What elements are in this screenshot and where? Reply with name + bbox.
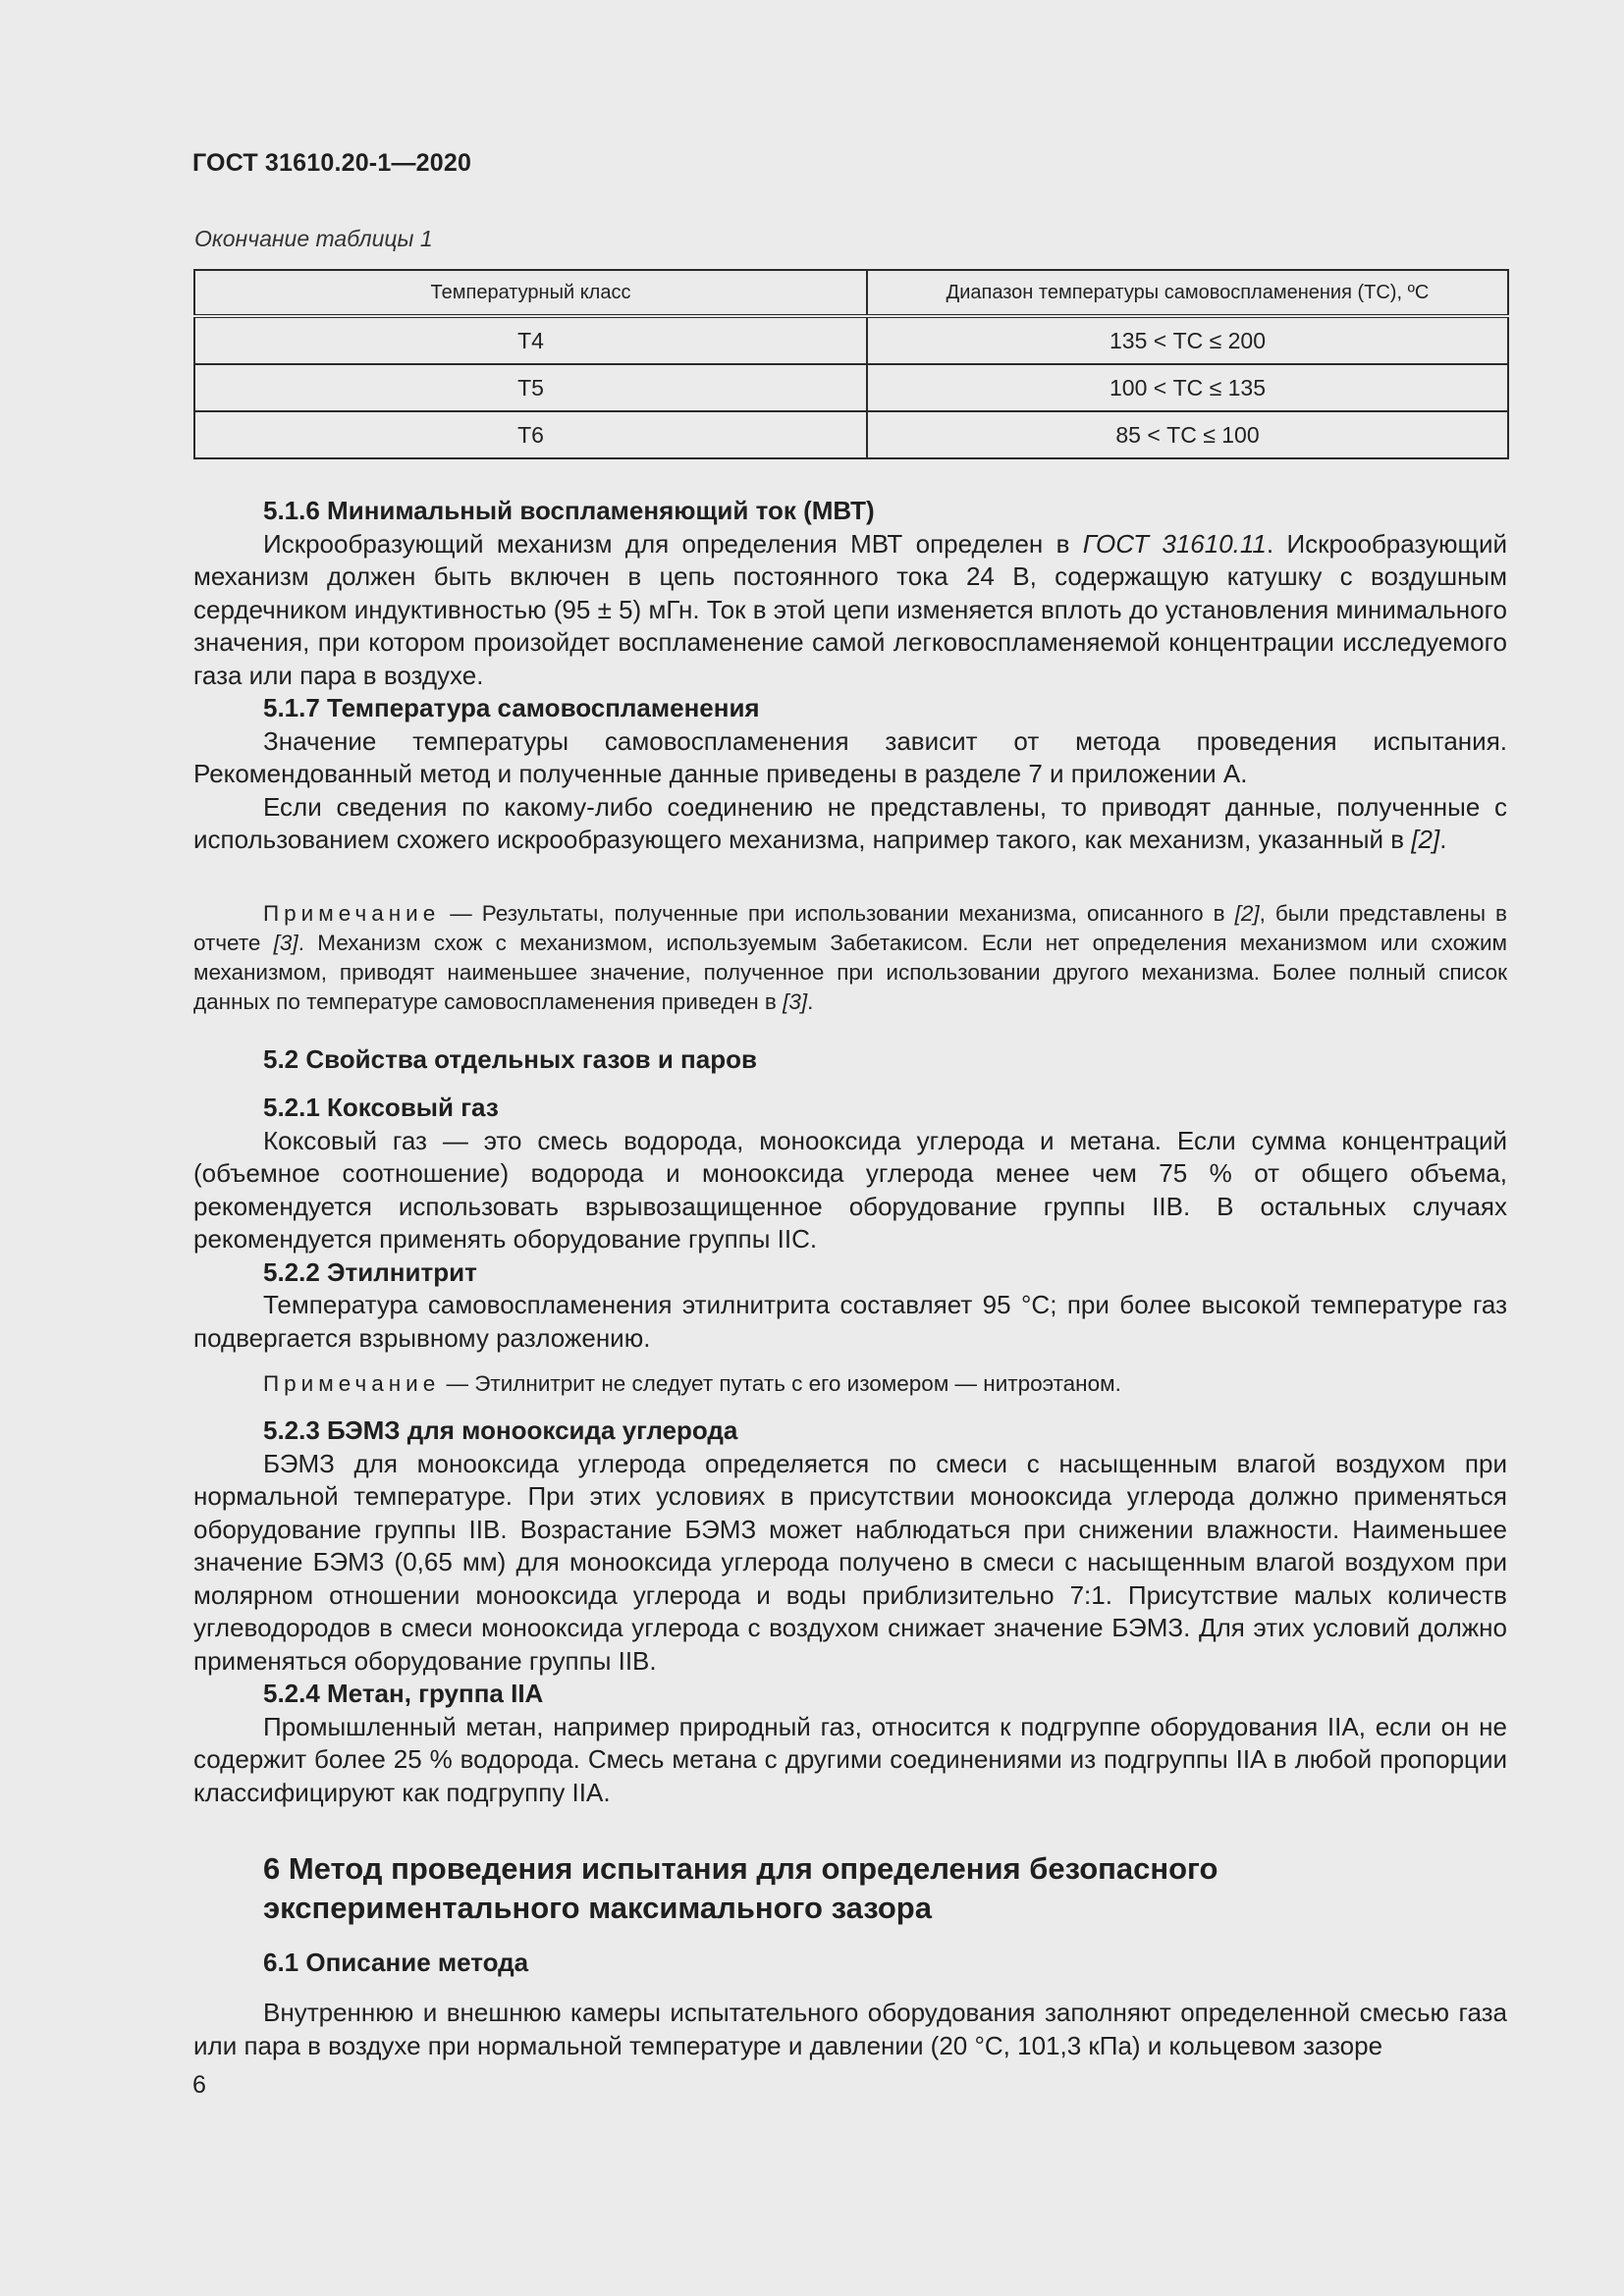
note-block bbox=[193, 899, 1507, 1017]
paragraph: БЭМЗ для монооксида углерода определяется по смеси с насыщенным влагой воздухом при нормальной температуре. При этих условиях в присутствии монооксида углерода должно применяться оборудование группы IIB. Возрастание БЭМЗ может наблюдаться при снижении влажности. Наименьшее значение БЭМЗ (0,65 мм) для монооксида углерода получено в смеси с насыщенным влагой воздухом при молярном отношении монооксида углерода и воды приблизительно 7:1. Присутствие малых количеств углеводородов в смеси монооксида углерода с воздухом снижает значение БЭМЗ. Для этих условий должно применяться оборудование группы IIB. bbox=[193, 1448, 1507, 1676]
section-heading: 5.1.7 Температура самовоспламенения bbox=[263, 693, 760, 722]
section-5-2 bbox=[193, 1043, 1507, 1077]
table-cell: 85 < ТС ≤ 100 bbox=[867, 411, 1508, 458]
section-6-1-text bbox=[193, 1997, 1507, 2062]
paragraph: Если сведения по какому-либо соединению не представлены, то приводят данные, полученные с использованием схожего искрообразующего механизма, например такого, как механизм, указанный в [2]. bbox=[193, 791, 1507, 854]
reference: [2] bbox=[1411, 825, 1440, 854]
section-heading: 5.1.6 Минимальный воспламеняющий ток (МВТ) bbox=[263, 496, 875, 525]
note-block bbox=[193, 1369, 1507, 1399]
section-5-1-6 bbox=[193, 495, 1507, 857]
section-6-1 bbox=[193, 1947, 1507, 1980]
table-cell: 135 < ТС ≤ 200 bbox=[867, 316, 1508, 364]
note-paragraph: Примечание — Результаты, полученные при использовании механизма, описанного в [2], были представлены в отчете [3]. Механизм схож с механизмом, используемым Забетакисом. Если нет определения механизмом или схожим механизмом, приводят наименьшее значение, полученное при использовании другого механизма. Более полный список данных по температуре самовоспламенения приведен в [3]. bbox=[193, 901, 1507, 1014]
table-cell: Т4 bbox=[194, 316, 867, 364]
table-row bbox=[194, 316, 1508, 364]
note-label: Примечание bbox=[263, 1371, 441, 1396]
section-5-2-1 bbox=[193, 1092, 1507, 1355]
paragraph: Внутреннюю и внешнюю камеры испытательного оборудования заполняют определенной смесью газа или пара в воздухе при нормальной температуре и давлении (20 °С, 101,3 кПа) и кольцевом зазоре bbox=[193, 1998, 1507, 2060]
page-number: 6 bbox=[192, 2071, 206, 2099]
section-heading: 5.2 Свойства отдельных газов и паров bbox=[263, 1044, 757, 1074]
table-row bbox=[194, 411, 1508, 458]
paragraph: Температура самовоспламенения этилнитрита составляет 95 °С; при более высокой температуре газ подвергается взрывному разложению. bbox=[193, 1290, 1507, 1353]
chapter-heading-line: экспериментального максимального зазора bbox=[263, 1891, 932, 1925]
table-header-cell: Диапазон температуры самовоспламенения (ТС), ºС bbox=[867, 270, 1508, 316]
table-header-cell: Температурный класс bbox=[194, 270, 867, 316]
table-caption: Окончание таблицы 1 bbox=[194, 226, 433, 251]
section-5-2-3 bbox=[193, 1415, 1507, 1809]
note-paragraph: Примечание — Этилнитрит не следует путать с его изомером — нитроэтаном. bbox=[263, 1371, 1121, 1396]
paragraph: Коксовый газ — это смесь водорода, монооксида углерода и метана. Если сумма концентраций (объемное соотношение) водорода и монооксида углерода менее чем 75 % от общего объема, рекомендуется использовать взрывозащищенное оборудование группы IIB. В остальных случаях рекомендуется применять оборудование группы IIC. bbox=[193, 1125, 1507, 1254]
table-row bbox=[194, 364, 1508, 411]
section-heading: 5.2.1 Коксовый газ bbox=[263, 1093, 499, 1122]
note-label: Примечание bbox=[263, 901, 441, 926]
section-heading: 5.2.3 БЭМЗ для монооксида углерода bbox=[263, 1415, 738, 1445]
table-cell: Т6 bbox=[194, 411, 867, 458]
section-6 bbox=[193, 1849, 1507, 1928]
section-heading: 5.2.2 Этилнитрит bbox=[263, 1256, 477, 1287]
section-heading: 6.1 Описание метода bbox=[263, 1948, 529, 1977]
document-header: ГОСТ 31610.20-1—2020 bbox=[192, 149, 472, 177]
table-header-row bbox=[194, 270, 1508, 316]
paragraph: Значение температуры самовоспламенения зависит от метода проведения испытания. Рекомендованный метод и полученные данные приведены в разделе 7 и приложении А. bbox=[193, 725, 1507, 788]
table-cell: Т5 bbox=[194, 364, 867, 411]
section-heading: 5.2.4 Метан, группа IIA bbox=[263, 1679, 544, 1708]
chapter-heading-line: 6 Метод проведения испытания для определения безопасного bbox=[263, 1851, 1218, 1886]
table-cell: 100 < ТС ≤ 135 bbox=[867, 364, 1508, 411]
paragraph: Искрообразующий механизм для определения МВТ определен в ГОСТ 31610.11. Искрообразующий механизм должен быть включен в цепь постоянного тока 24 В, содержащую катушку с воздушным сердечником индуктивностью (95 ± 5) мГн. Ток в этой цепи изменяется вплоть до установления минимального значения, при котором произойдет воспламенение самой легковоспламеняемой концентрации исследуемого газа или пара в воздухе. bbox=[193, 528, 1507, 690]
reference: ГОСТ 31610.11 bbox=[1082, 528, 1267, 559]
paragraph: Промышленный метан, например природный газ, относится к подгруппе оборудования IIA, если он не содержит более 25 % водорода. Смесь метана с другими соединениями из подгруппы IIA в любой пропорции классифицируют как подгруппу IIA. bbox=[193, 1711, 1507, 1807]
temperature-class-table bbox=[193, 269, 1509, 459]
